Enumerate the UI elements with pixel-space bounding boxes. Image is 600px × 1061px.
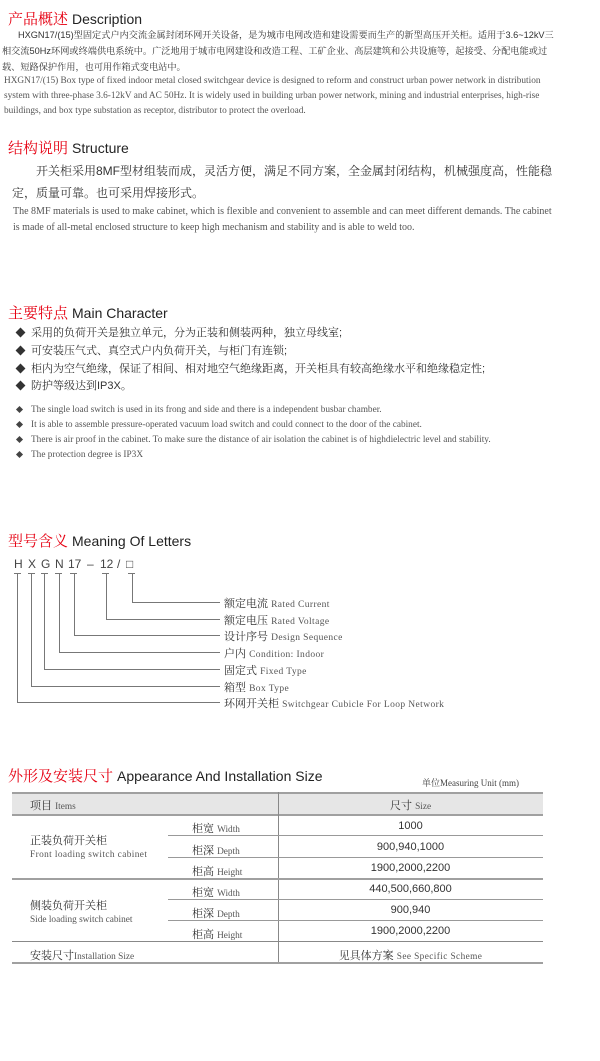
description-title-en: Description	[72, 11, 143, 27]
structure-cn-text: 开关柜采用8MF型材组装而成，灵活方便，满足不同方案，全金属封闭结构，机械强度高，性能稳定，质量可靠。也可采用焊接形式。	[12, 164, 553, 200]
character-en-item: There is air proof in the cabinet. To make sure the distance of air isolation the cabinet is of highdielectric level and stability.	[14, 433, 491, 448]
meaning-label-condition: 户内 Condition: Indoor	[224, 648, 325, 660]
meaning-label-rated-voltage: 额定电压 Rated Voltage	[224, 615, 330, 627]
meaning-label-box-type: 箱型 Box Type	[224, 682, 290, 694]
measuring-unit: 单位Measuring Unit (mm)	[422, 778, 519, 788]
value-cell: 1000	[398, 820, 423, 832]
group-side-loading: 侧装负荷开关柜 Side loading switch cabinet	[30, 900, 133, 925]
connector-line	[44, 573, 45, 669]
character-cn-item: 柜内为空气绝缘，保证了相间、相对地空气绝缘距离，开关柜具有较高绝缘水平和绝缘稳定性;	[14, 361, 485, 378]
meaning-label-rated-current: 额定电流 Rated Current	[224, 598, 330, 610]
description-title-cn: 产品概述	[8, 11, 69, 28]
connector-line	[106, 619, 220, 620]
main-character-heading	[8, 302, 168, 323]
group-front-loading: 正装负荷开关柜 Front loading switch cabinet	[30, 835, 148, 860]
code-letter-x: X	[28, 557, 37, 571]
meaning-title-cn: 型号含义	[8, 533, 69, 550]
connector-line	[31, 573, 32, 686]
size-table	[12, 792, 543, 964]
install-label: 安装尺寸Installation Size	[30, 950, 135, 962]
code-number-12: 12	[100, 557, 114, 571]
install-value: 见具体方案 See Specific Scheme	[338, 950, 483, 962]
character-en-item: The protection degree is IP3X	[14, 448, 143, 463]
table-row: 柜高 Height	[192, 929, 243, 941]
value-cell: 440,500,660,800	[369, 883, 452, 895]
table-row: 柜深 Depth	[192, 845, 240, 857]
table-row: 柜宽 Width	[192, 887, 240, 899]
connector-line	[31, 686, 220, 687]
diamond-bullet-icon	[16, 421, 23, 428]
character-en-item: It is able to assemble pressure-operated vacuum load switch and could connect to the door of the cabinet.	[14, 418, 422, 433]
value-cell: 1900,2000,2200	[370, 925, 451, 937]
main-character-title-en: Main Character	[72, 305, 168, 321]
connector-line	[59, 652, 220, 653]
connector-line	[17, 702, 220, 703]
connector-line	[74, 573, 75, 635]
table-row: 柜深 Depth	[192, 908, 240, 920]
table-rule	[168, 920, 543, 921]
code-letter-g: G	[41, 557, 51, 571]
code-slash: /	[117, 557, 121, 571]
meaning-label-loop-network: 环网开关柜 Switchgear Cubicle For Loop Network	[224, 698, 445, 710]
code-number-17: 17	[68, 557, 82, 571]
meaning-label-design-sequence: 设计序号 Design Sequence	[224, 631, 343, 643]
character-cn-item: 可安装压气式、真空式户内负荷开关，与柜门有连锁;	[14, 343, 287, 360]
table-rule	[12, 878, 543, 880]
structure-title-cn: 结构说明	[8, 140, 69, 157]
diamond-bullet-icon	[16, 436, 23, 443]
character-cn-item: 防护等级达到IP3X。	[14, 378, 132, 395]
code-letter-h: H	[14, 557, 23, 571]
code-dash: –	[87, 557, 94, 571]
connector-line	[44, 669, 220, 670]
table-rule	[168, 899, 543, 900]
structure-en-text: The 8MF materials is used to make cabinet, which is flexible and convenient to assemble and can meet different demands. The cabinet is made of all-metal enclosed structure to keep high mechanism and stability and is able to weld too.	[13, 206, 552, 233]
table-rule	[12, 962, 543, 964]
character-cn-item: 采用的负荷开关是独立单元，分为正装和侧装两种，独立母线室;	[14, 325, 342, 342]
code-letter-n: N	[55, 557, 64, 571]
table-rule	[168, 857, 543, 858]
connector-line	[74, 635, 220, 636]
connector-line	[59, 573, 60, 652]
appearance-heading	[8, 765, 323, 786]
structure-title-en: Structure	[72, 140, 129, 156]
code-box: □	[126, 557, 134, 571]
appearance-title-cn: 外形及安装尺寸	[8, 768, 114, 785]
diamond-bullet-icon	[16, 381, 26, 391]
value-cell: 900,940,1000	[376, 841, 445, 853]
meaning-label-fixed-type: 固定式 Fixed Type	[224, 665, 307, 677]
description-cn-text: HXGN17/(15)型固定式户内交流金属封闭环网开关设备，是为城市电网改造和建设需要而生产的新型高压开关柜。适用于3.6~12kV三相交流50Hz环网或终端供电系统中。广泛地用于城市电网建设和改造工程、工矿企业、高层建筑和公共设施等，起接受、分配电能或过载、短路保护作用，也可用作箱式变电站中。	[2, 30, 554, 72]
diamond-bullet-icon	[16, 451, 23, 458]
value-cell: 1900,2000,2200	[370, 862, 451, 874]
connector-line	[17, 573, 18, 702]
connector-line	[132, 573, 133, 602]
table-rule	[12, 941, 543, 942]
table-row: 柜高 Height	[192, 866, 243, 878]
appearance-title-en: Appearance And Installation Size	[117, 768, 323, 784]
connector-line	[106, 573, 107, 619]
description-heading	[8, 8, 142, 29]
header-items: 项目 Items	[30, 800, 76, 812]
description-en-text: HXGN17/(15) Box type of fixed indoor metal closed switchgear device is designed to reform and construct urban power network in distribution system with three-phase 3.6-12kV and AC 50Hz. It is widely used in building urban power network, mining and industrial enterprises, high-rise buildings, and box type substation as receptor, distributor to protect the overload.	[4, 76, 541, 116]
connector-line	[132, 602, 220, 603]
table-rule	[168, 835, 543, 836]
value-cell: 900,940	[390, 904, 431, 916]
character-en-item: The single load switch is used in its frong and side and there is a independent busbar chamber.	[14, 403, 382, 418]
diamond-bullet-icon	[16, 364, 26, 374]
table-row: 柜宽 Width	[192, 823, 240, 835]
diamond-bullet-icon	[16, 346, 26, 356]
diamond-bullet-icon	[16, 328, 26, 338]
header-size: 尺寸 Size	[390, 800, 432, 812]
main-character-title-cn: 主要特点	[8, 305, 69, 322]
meaning-title-en: Meaning Of Letters	[72, 533, 192, 549]
structure-heading	[8, 137, 129, 158]
meaning-heading	[8, 530, 191, 551]
diamond-bullet-icon	[16, 406, 23, 413]
